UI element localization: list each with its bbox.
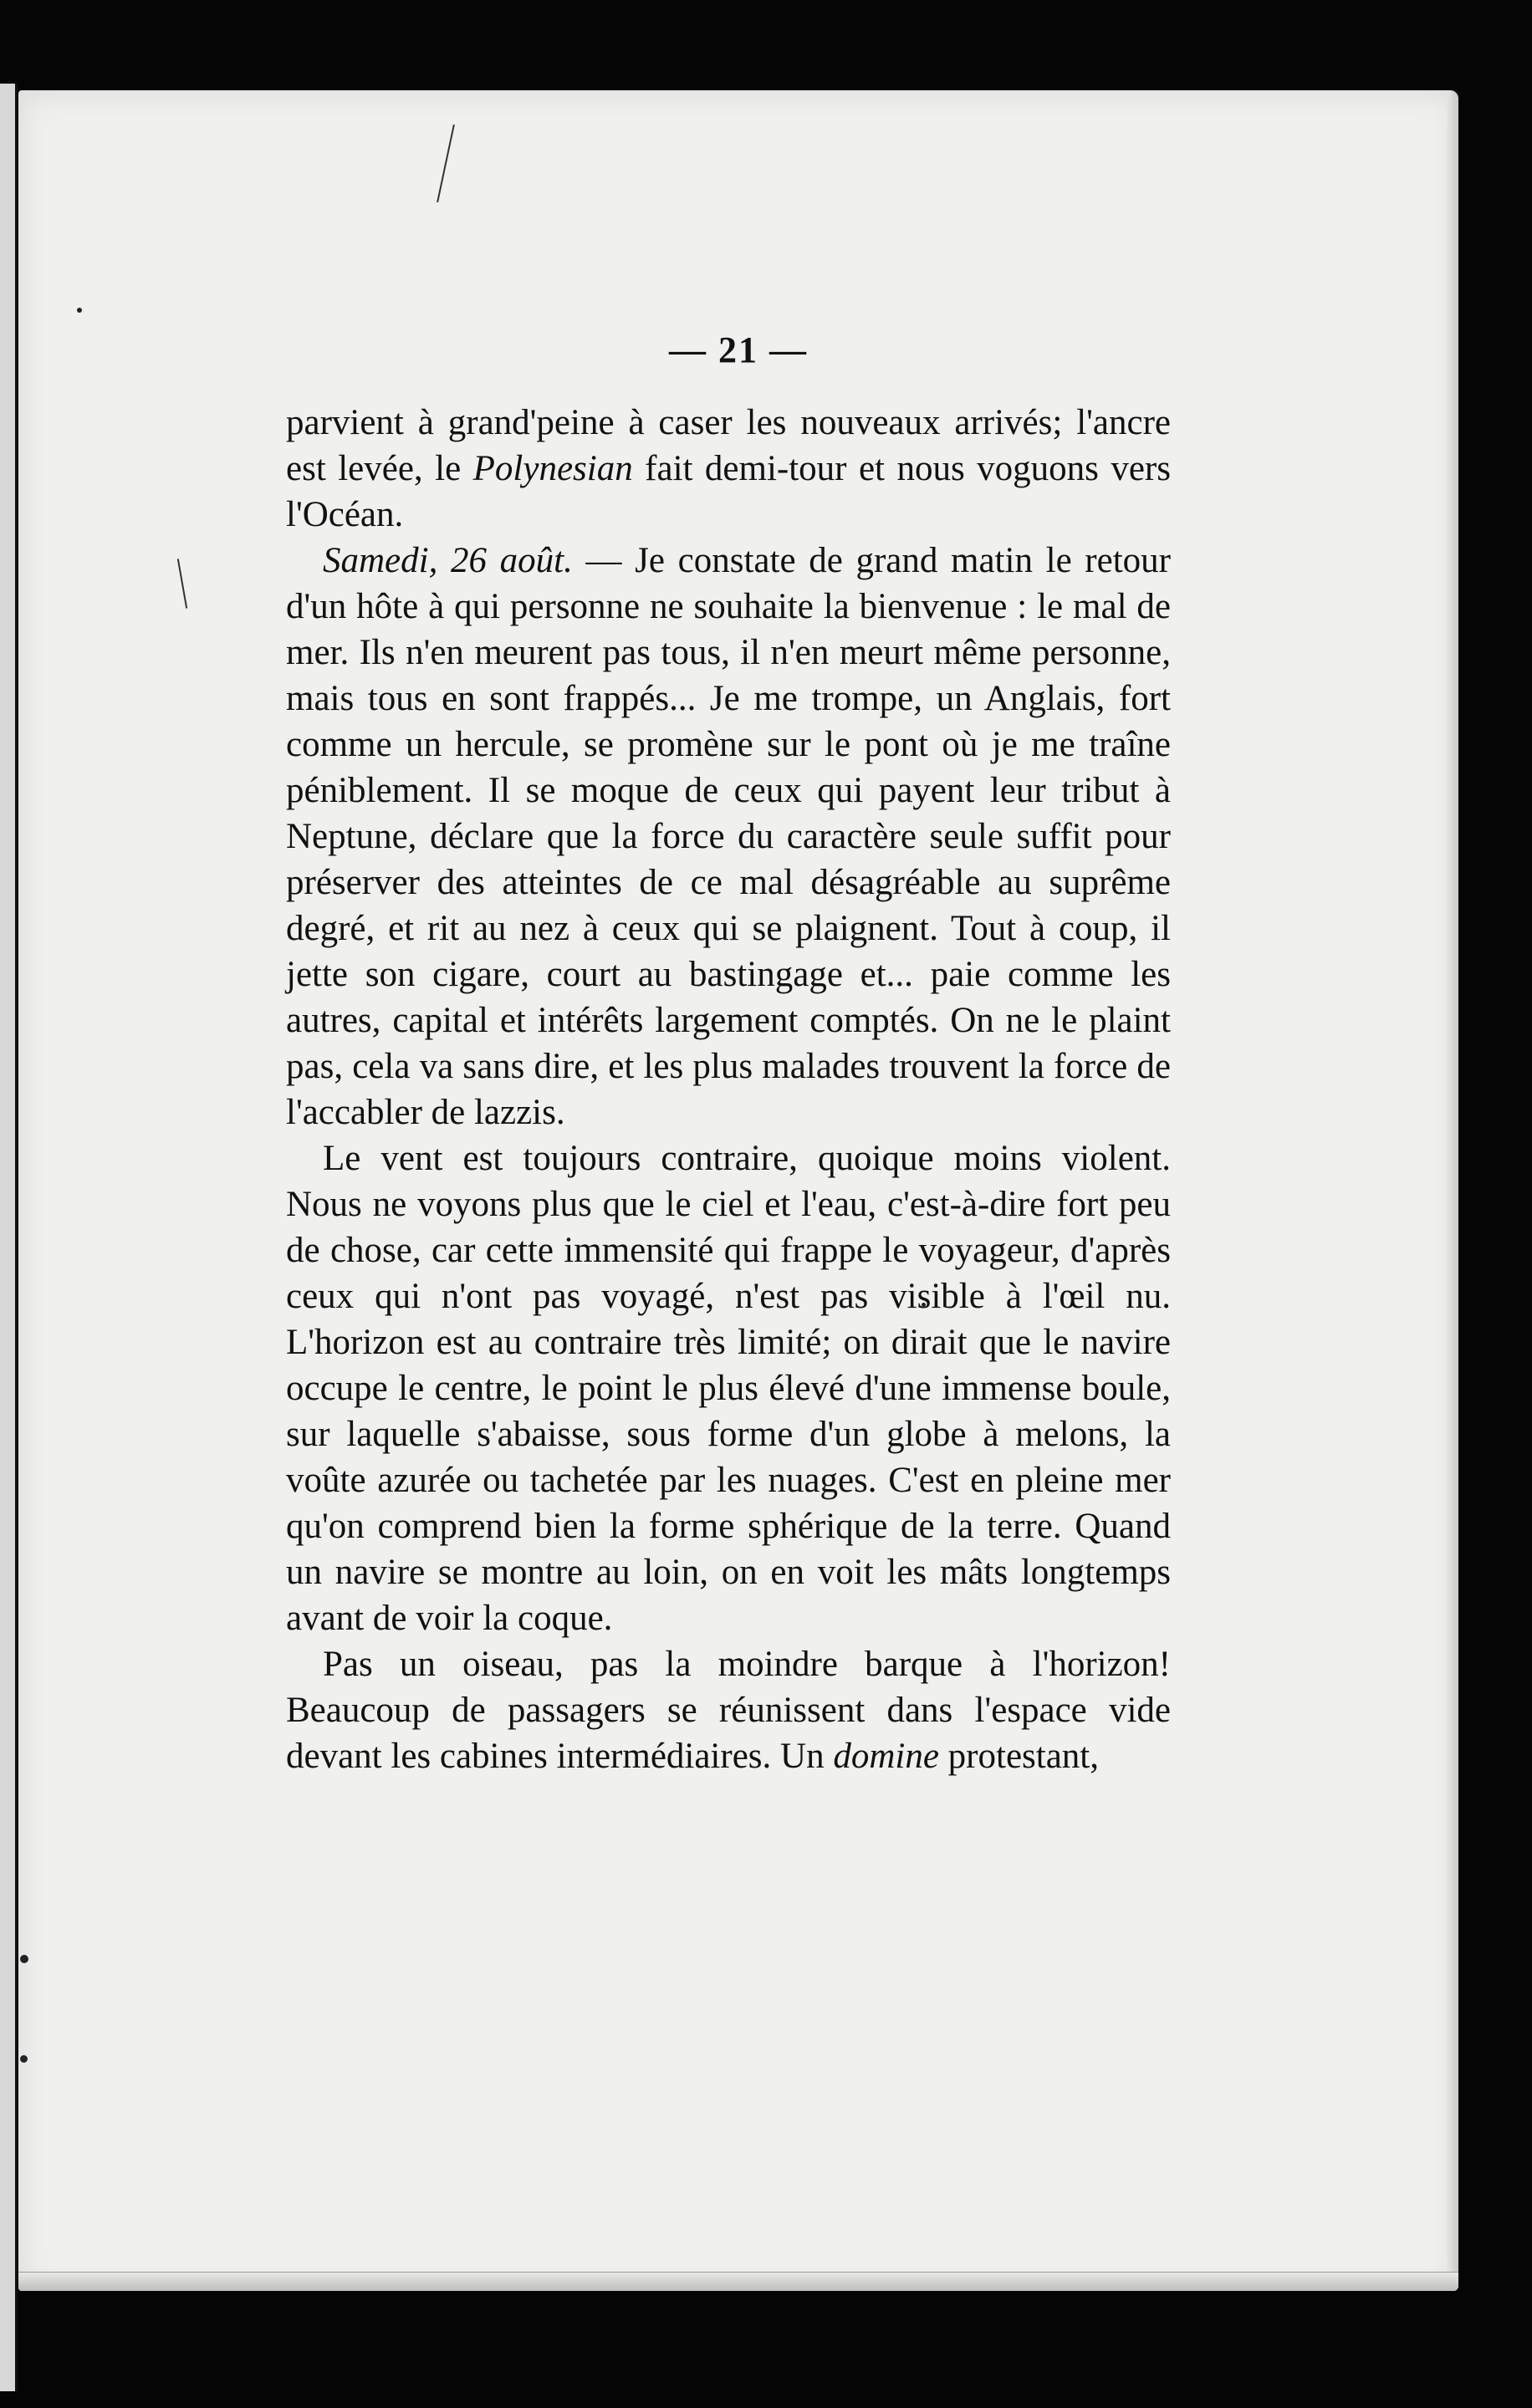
body-text <box>286 400 1171 1779</box>
paragraph <box>286 1641 1171 1779</box>
paragraph <box>286 400 1171 538</box>
dust-speck <box>20 2055 28 2063</box>
text-segment: Pas un oiseau, pas la moindre barque à l'horizon! Beaucoup de passagers se réunissent dans l'espace vide devant les cabines intermédiaires. Un <box>286 1645 1171 1776</box>
text-segment: Le vent est toujours contraire, quoique moins violent. Nous ne voyons plus que le ciel et l'eau, c'est-à-dire fort peu de chose, car cette immensité qui frappe le voyageur, d'après ceux qui n'ont pas voyagé, n'est pas visible à l'œil nu. L'horizon est au contraire très limité; on dirait que le navire occupe le centre, le point le plus élevé d'une immense boule, sur laquelle s'abaisse, sous forme d'un globe à melons, la voûte azurée ou tachetée par les nuages. C'est en pleine mer qu'on comprend bien la forme sphérique de la terre. Quand un navire se montre au loin, on en voit les mâts longtemps avant de voir la coque. <box>286 1139 1171 1638</box>
paragraph <box>286 1135 1171 1641</box>
text-segment: fait demi-tour et nous voguons vers l'Océan. <box>286 449 1171 534</box>
text-segment: parvient à grand'peine à caser les nouveaux arrivés; l'ancre est levée, le <box>286 403 1171 488</box>
page-number: — 21 — <box>669 329 808 370</box>
page-right-edge <box>1447 90 1458 2291</box>
italic-text: Samedi, 26 août. <box>323 541 573 580</box>
paragraph <box>286 538 1171 1135</box>
dust-speck <box>20 1955 28 1963</box>
ink-mark <box>177 559 187 608</box>
italic-text: domine <box>833 1737 939 1776</box>
italic-text: Polynesian <box>472 449 633 488</box>
ink-mark <box>437 125 455 202</box>
page-bottom-edge <box>18 2272 1458 2291</box>
text-segment: — Je constate de grand matin le retour d'un hôte à qui personne ne souhaite la bienvenue : le mal de mer. Ils n'en meurent pas tous, il n'en meurt même personne, mais tous en sont frappés... Je me trompe, un Anglais, fort comme un hercule, se promène sur le pont où je me traîne péniblement. Il se moque de ceux qui payent leur tribut à Neptune, déclare que la force du caractère seule suffit pour préserver des atteintes de ce mal désagréable au suprême degré, et rit au nez à ceux qui se plaignent. Tout à coup, il jette son cigare, court au bastingage et... paie comme les autres, capital et intérêts largement comptés. On ne le plaint pas, cela va sans dire, et les plus malades trouvent la force de l'accabler de lazzis. <box>286 541 1171 1132</box>
dust-speck <box>77 308 82 313</box>
text-segment: protestant, <box>938 1737 1099 1776</box>
adjacent-page-edge <box>0 84 18 2391</box>
book-page <box>18 90 1458 2291</box>
